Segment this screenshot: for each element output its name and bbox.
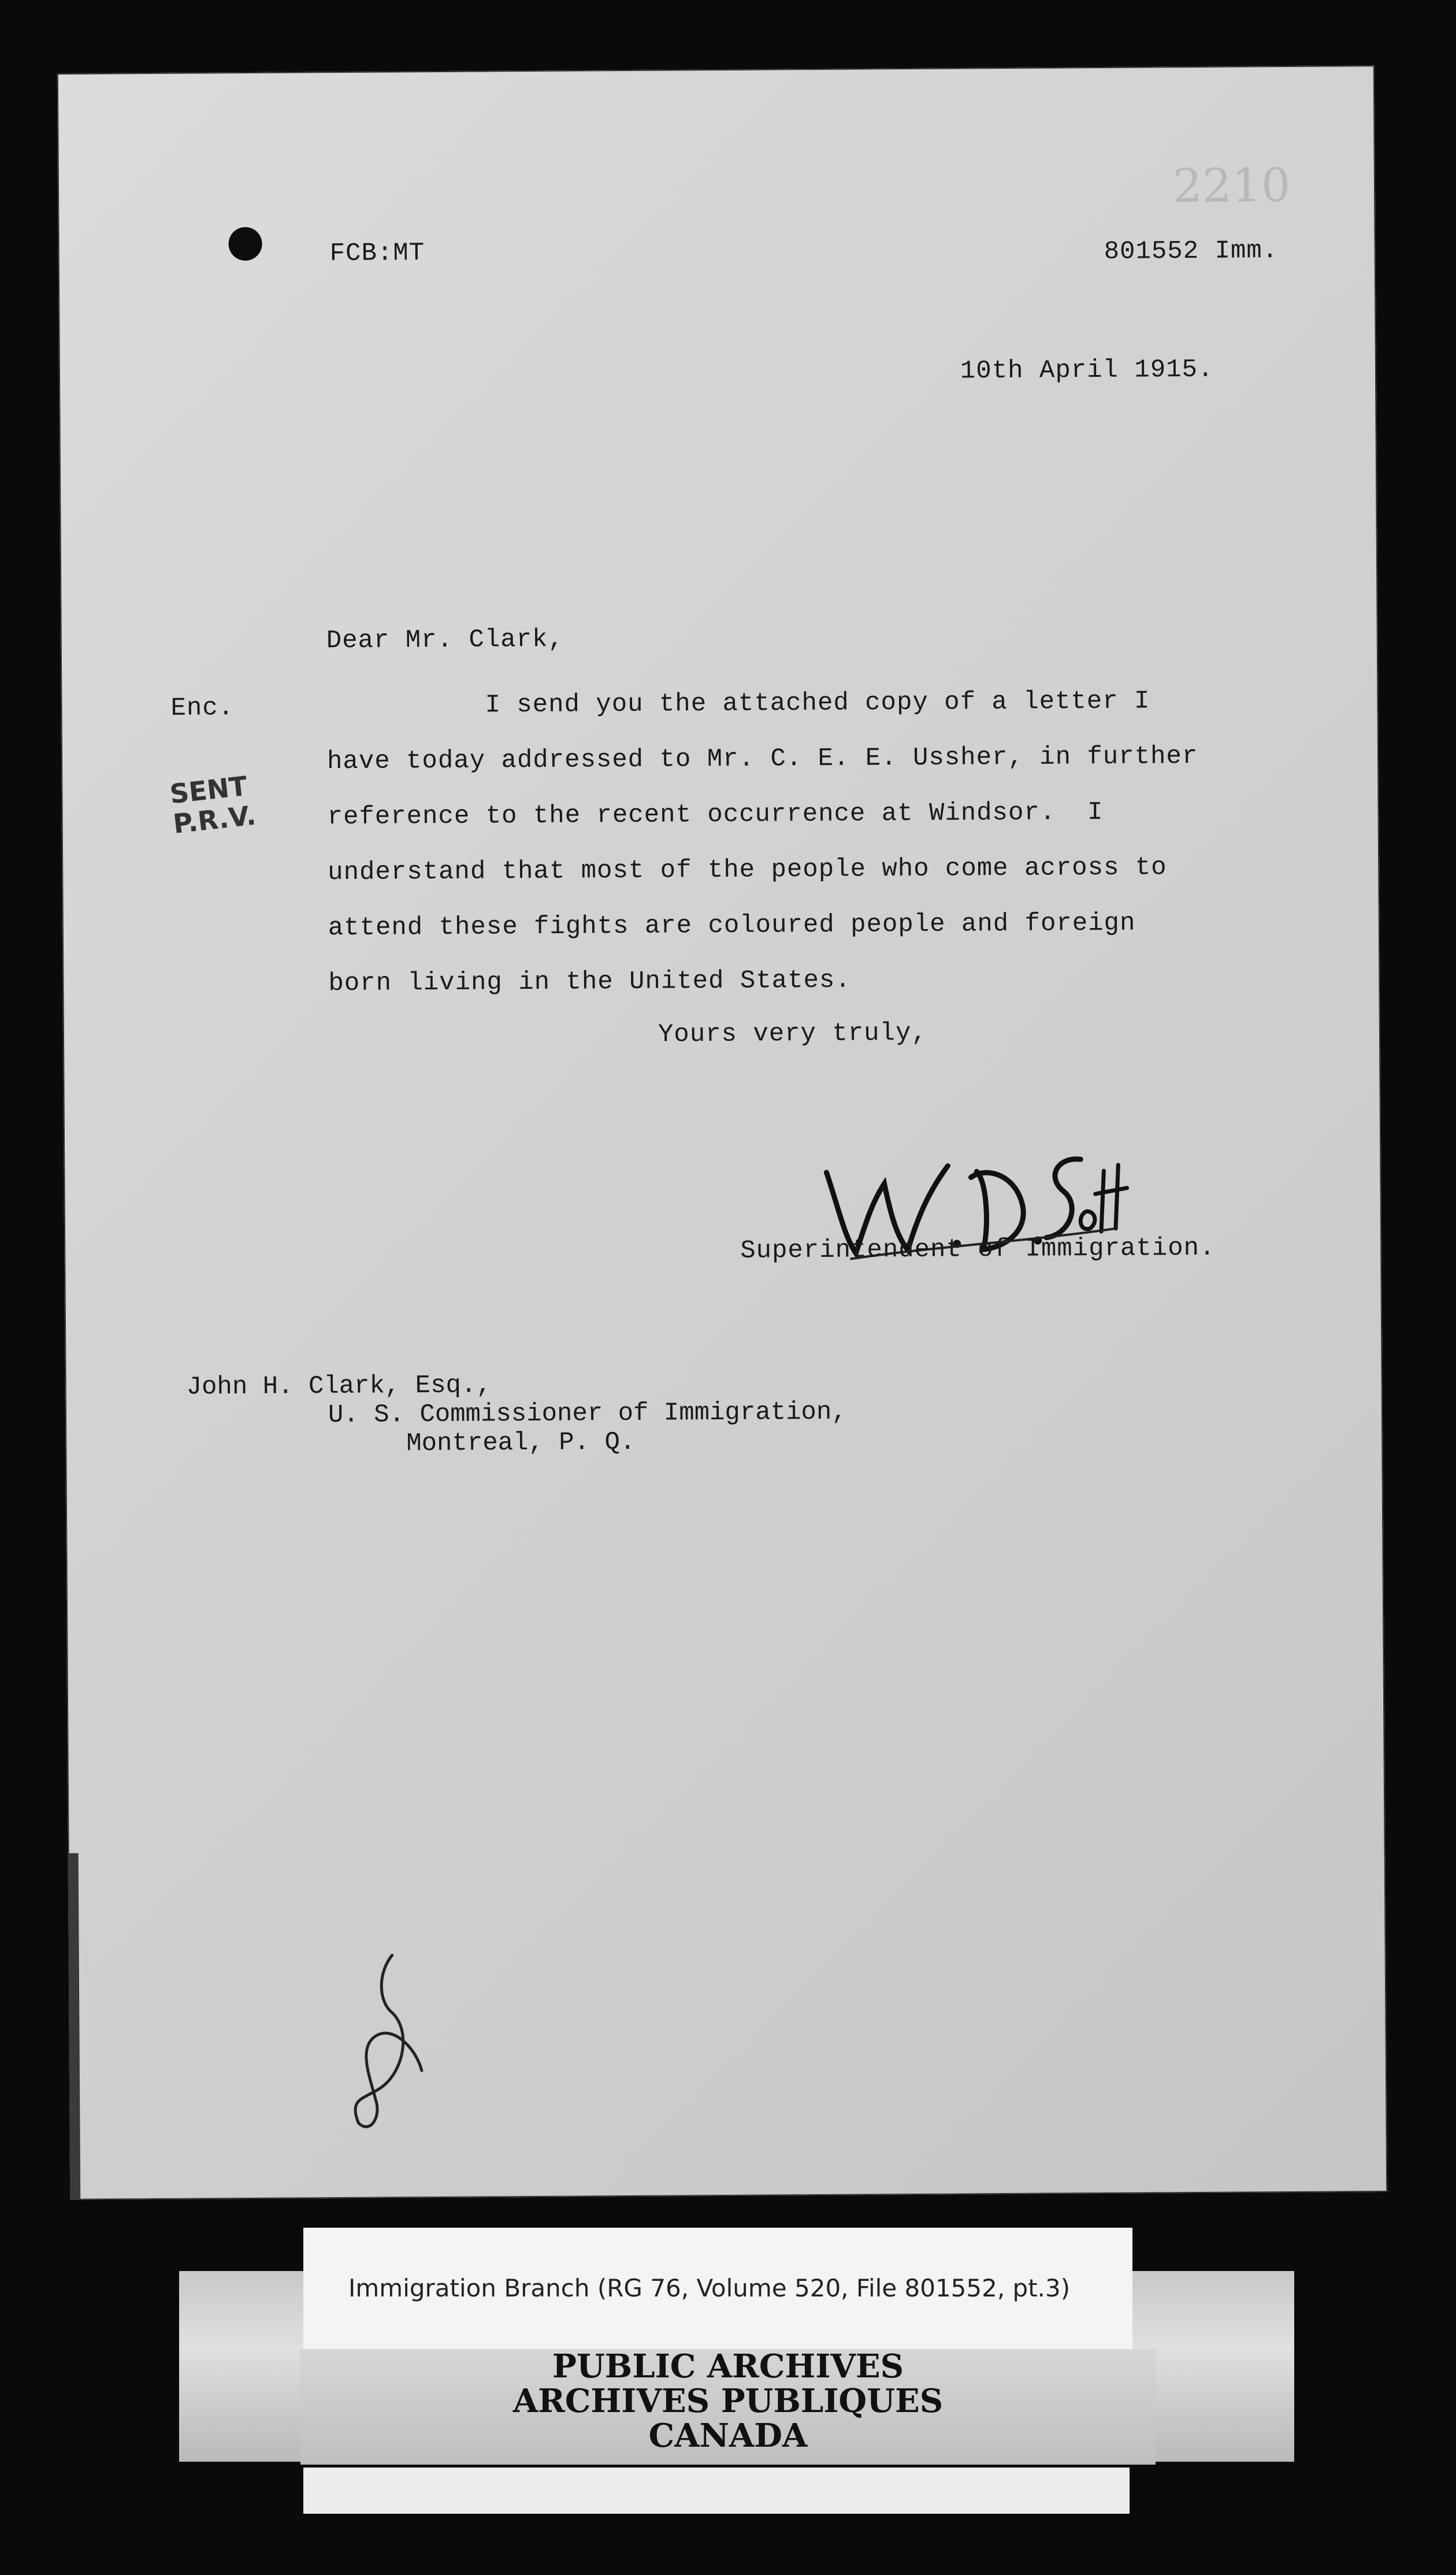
pencil-page-number: 2210 — [1172, 158, 1291, 213]
bottom-card — [303, 2468, 1130, 2514]
body-line: I send you the attached copy of a letter I — [326, 687, 1150, 721]
letter-body — [326, 673, 1310, 1011]
body-line: understand that most of the people who come across to — [328, 853, 1167, 888]
archive-stamp — [300, 2349, 1156, 2465]
archive-stamp-line: CANADA — [648, 2417, 808, 2455]
archive-stamp-line: PUBLIC ARCHIVES — [552, 2347, 904, 2385]
file-number: 801552 Imm. — [1104, 236, 1279, 266]
archive-stamp-line: ARCHIVES PUBLIQUES — [512, 2382, 944, 2420]
closing: Yours very truly, — [658, 1018, 927, 1049]
body-line: reference to the recent occurrence at Windsor. I — [327, 797, 1104, 832]
letter-sheet — [57, 65, 1387, 2200]
letter-date: 10th April 1915. — [960, 355, 1214, 386]
pencil-scribble — [323, 1949, 428, 2140]
addressee-name: John H. Clark, Esq., — [186, 1371, 492, 1402]
archive-citation-card — [303, 2228, 1132, 2356]
signatory-title: Superintendent of Immigration. — [740, 1233, 1216, 1266]
salutation: Dear Mr. Clark, — [326, 625, 564, 656]
addressee-location: Montreal, P. Q. — [406, 1427, 636, 1459]
body-line: have today addressed to Mr. C. E. E. Ussher, in further — [326, 741, 1198, 777]
punch-hole — [228, 227, 262, 261]
sent-stamp-line: P.R.V. — [171, 799, 258, 840]
body-line: born living in the United States. — [328, 966, 851, 999]
enclosure-mark: Enc. — [170, 693, 235, 723]
sent-stamp-line: SENT — [168, 770, 249, 810]
reference-initials: FCB:MT — [329, 239, 425, 269]
addressee-title: U. S. Commissioner of Immigration, — [328, 1397, 847, 1430]
archive-citation: Immigration Branch (RG 76, Volume 520, File 801552, pt.3) — [348, 2274, 1071, 2302]
sent-stamp — [168, 770, 257, 839]
body-line: attend these fights are coloured people and foreign — [328, 908, 1136, 943]
